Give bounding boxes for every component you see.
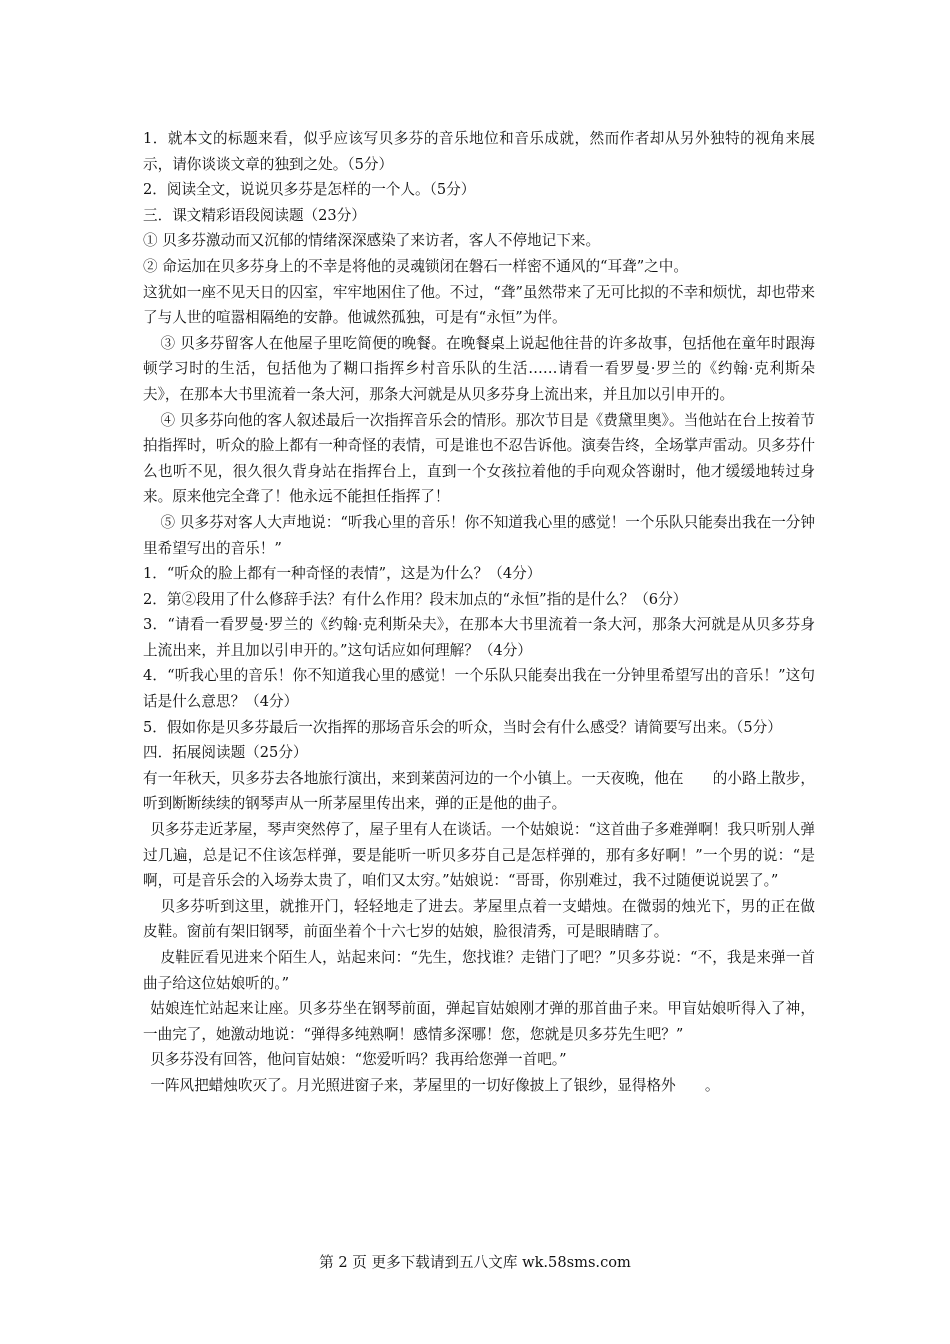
section4-heading: 四．拓展阅读题（25分） (143, 744, 308, 762)
section4-story-7: 一阵风把蜡烛吹灭了。月光照进窗子来，茅屋里的一切好像披上了银纱，显得格外 。 (150, 1076, 720, 1094)
page-footer: 第 2 页 更多下载请到五八文库 wk.58sms.com (319, 1254, 631, 1271)
section4-story-3: 贝多芬听到这里，就推开门，轻轻地走了进去。茅屋里点着一支蜡烛。在微弱的烛光下，男的正在做皮鞋。窗前有架旧钢琴，前面坐着个十六七岁的姑娘，脸很清秀，可是眼睛瞎了。 (143, 897, 815, 941)
section3-question-3: 3．“请看一看罗曼·罗兰的《约翰·克利斯朵夫》，在那本大书里流着一条大河，那条大河就是从贝多芬身上流出来，并且加以引申开的。”这句话应如何理解？（4分） (143, 616, 815, 659)
question-part2-1: 1．就本文的标题来看，似乎应该写贝多芬的音乐地位和音乐成就，然而作者却从另外独特的视角来展示，请你谈谈文章的独到之处。（5分） (143, 130, 815, 173)
section3-question-2: 2．第②段用了什么修辞手法？有什么作用？段末加点的“永恒”指的是什么？（6分） (143, 590, 688, 608)
question-part2-2: 2．阅读全文，说说贝多芬是怎样的一个人。（5分） (143, 181, 476, 199)
section4-story-5: 姑娘连忙站起来让座。贝多芬坐在钢琴前面，弹起盲姑娘刚才弹的那首曲子来。甲盲姑娘听得入了神，一曲完了，她激动地说：“弹得多纯熟啊！感情多深哪！您，您就是贝多芬先生吧？” (143, 1000, 815, 1043)
section3-question-4: 4．“听我心里的音乐！你不知道我心里的感觉！一个乐队只能奏出我在一分钟里希望写出的音乐！”这句话是什么意思？（4分） (143, 667, 815, 711)
section3-paragraph-1: ① 贝多芬激动而又沉郁的情绪深深感染了来访者，客人不停地记下来。 (143, 232, 601, 250)
section3-question-5: 5．假如你是贝多芬最后一次指挥的那场音乐会的听众，当时会有什么感受？请简要写出来。（5分） (143, 718, 782, 736)
page-content (143, 126, 815, 1099)
section3-paragraph-2: ② 命运加在贝多芬身上的不幸是将他的灵魂锁闭在磐石一样密不通风的“耳聋”之中。 (143, 257, 688, 275)
section3-paragraph-4: ④ 贝多芬向他的客人叙述最后一次指挥音乐会的情形。那次节目是《费黛里奥》。当他站在台上按着节拍指挥时，听众的脸上都有一种奇怪的表情，可是谁也不忍告诉他。演奏告终，全场掌声雷动。贝多芬什么也听不见，很久很久背身站在指挥台上，直到一个女孩拉着他的手向观众答谢时，他才缓缓地转过身来。原来他完全聋了！他永远不能担任指挥了！ (143, 411, 815, 506)
section3-paragraph-2-continued: 这犹如一座不见天日的囚室，牢牢地困住了他。不过，“聋”虽然带来了无可比拟的不幸和烦忧，却也带来了与人世的喧嚣相隔绝的安静。他诚然孤独，可是有“永恒”为伴。 (143, 283, 815, 327)
section3-question-1: 1．“听众的脸上都有一种奇怪的表情”，这是为什么？（4分） (143, 565, 542, 583)
section4-story-4: 皮鞋匠看见进来个陌生人，站起来问：“先生，您找谁？走错门了吧？”贝多芬说：“不，我是来弹一首曲子给这位姑娘听的。” (143, 949, 815, 992)
section3-paragraph-3: ③ 贝多芬留客人在他屋子里吃简便的晚餐。在晚餐桌上说起他往昔的许多故事，包括他在童年时跟海顿学习时的生活，包括他为了糊口指挥乡村音乐队的生活……请看一看罗曼·罗兰的《约翰·克利斯朵夫》，在那本大书里流着一条大河，那条大河就是从贝多芬身上流出来，并且加以引申开的。 (143, 334, 815, 403)
section3-paragraph-5: ⑤ 贝多芬对客人大声地说：“听我心里的音乐！你不知道我心里的感觉！一个乐队只能奏出我在一分钟里希望写出的音乐！” (143, 513, 815, 557)
section4-story-1: 有一年秋天，贝多芬去各地旅行演出，来到莱茵河边的一个小镇上。一天夜晚，他在 的小路上散步，听到断断续续的钢琴声从一所茅屋里传出来，弹的正是他的曲子。 (143, 769, 815, 813)
section4-story-2: 贝多芬走近茅屋，琴声突然停了，屋子里有人在谈话。一个姑娘说：“这首曲子多难弹啊！我只听别人弹过几遍，总是记不住该怎样弹，要是能听一听贝多芬自己是怎样弹的，那有多好啊！”一个男的说：“是啊，可是音乐会的入场券太贵了，咱们又太穷。”姑娘说：“哥哥，你别难过，我不过随便说说罢了。” (143, 821, 815, 890)
section3-heading: 三．课文精彩语段阅读题（23分） (143, 206, 366, 224)
section4-story-6: 贝多芬没有回答，他问盲姑娘：“您爱听吗？我再给您弹一首吧。” (150, 1051, 567, 1069)
